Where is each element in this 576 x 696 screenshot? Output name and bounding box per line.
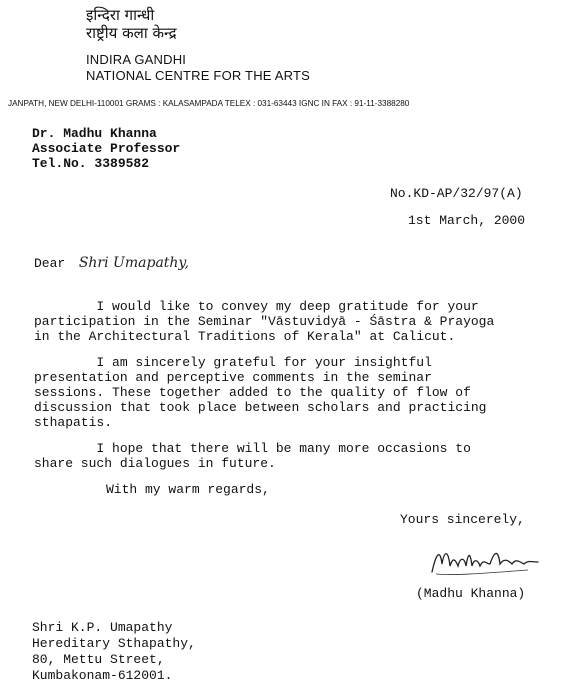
signature-name: (Madhu Khanna) [416,586,526,601]
sender-name: Dr. Madhu Khanna [32,126,157,141]
closing-line: Yours sincerely, [400,512,525,527]
body-line: I am sincerely grateful for your insightful [34,355,432,370]
reference-number: No.KD-AP/32/97(A) [390,186,523,201]
body-line: discussion that took place between scholars and practicing [34,400,487,415]
letter-date: 1st March, 2000 [408,213,526,228]
salutation [34,254,189,272]
body-paragraph-3 [34,441,471,471]
letterhead-hindi-line2: राष्ट्रीय कला केन्द्र [86,24,177,42]
salutation-prefix: Dear [34,256,66,271]
sender-title: Associate Professor [32,141,181,156]
body-paragraph-2 [34,355,486,430]
body-line: sthapatis. [34,415,113,430]
letterhead-hindi-line1: इन्दिरा गान्धी [86,6,155,24]
body-line: share such dialogues in future. [34,456,276,471]
body-line: presentation and perceptive comments in the seminar [34,370,432,385]
recipient-line4: Kumbakonam-612001. [32,668,173,683]
salutation-handwritten-name: Shri Umapathy, [78,255,189,271]
recipient-line3: 80, Mettu Street, [32,652,165,667]
sender-tel: Tel.No. 3389582 [32,156,150,171]
recipient-line2: Hereditary Sthapathy, [32,636,196,651]
letterhead-contact: JANPATH, NEW DELHI-110001 GRAMS : KALASAMPADA TELEX : 031-63443 IGNC IN FAX : 91-11-3388280 [8,99,410,108]
body-line: participation in the Seminar "Vāstuvidyā - Śāstra & Prayoga [34,314,495,329]
body-line: in the Architectural Traditions of Kerala" at Calicut. [34,329,456,344]
body-line: I hope that there will be many more occasions to [34,441,471,456]
handwritten-signature [428,542,540,580]
body-line: sessions. These together added to the quality of flow of [34,385,471,400]
body-line: I would like to convey my deep gratitude for your [34,299,479,314]
letterhead-org-line1: INDIRA GANDHI [86,52,187,67]
recipient-line1: Shri K.P. Umapathy [32,620,173,635]
letterhead-org-line2: NATIONAL CENTRE FOR THE ARTS [86,68,310,83]
body-paragraph-1 [34,299,494,344]
regards-line: With my warm regards, [106,482,270,497]
